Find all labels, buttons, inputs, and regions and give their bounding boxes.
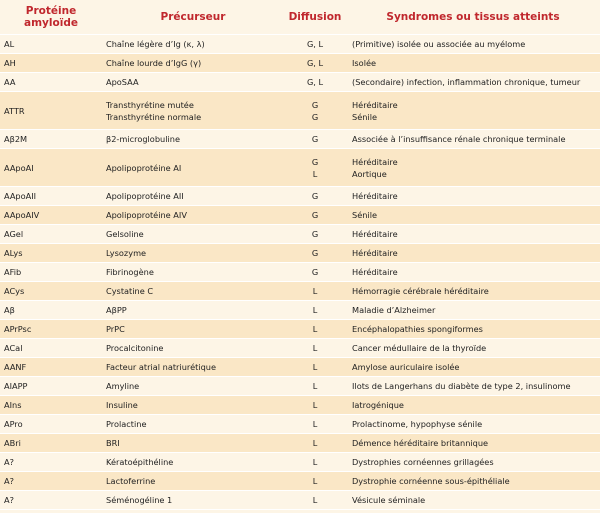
table-row xyxy=(0,339,600,358)
precursor-cell xyxy=(102,415,284,434)
header-syndromes: Syndromes ou tissus atteints xyxy=(346,0,600,35)
table-row xyxy=(0,149,600,187)
precursor-cell xyxy=(102,396,284,415)
diffusion-cell-line: G xyxy=(311,156,319,167)
diffusion-cell-line: G, L xyxy=(306,39,324,49)
syndromes-cell xyxy=(346,54,600,73)
table-body xyxy=(0,35,600,510)
diffusion-cell xyxy=(284,301,346,320)
diffusion-cell xyxy=(284,320,346,339)
diffusion-cell xyxy=(284,396,346,415)
diffusion-cell-line: L xyxy=(312,438,318,448)
table-row xyxy=(0,377,600,396)
syndromes-cell xyxy=(346,92,600,130)
syndromes-cell xyxy=(346,453,600,472)
precursor-cell-line: Apolipoprotéine AI xyxy=(106,162,182,173)
diffusion-cell xyxy=(284,206,346,225)
protein-cell: Aβ2M xyxy=(0,130,102,149)
diffusion-cell xyxy=(284,225,346,244)
precursor-cell-line: ApoSAA xyxy=(106,77,139,87)
syndromes-cell xyxy=(346,415,600,434)
syndromes-cell xyxy=(346,35,600,54)
precursor-cell xyxy=(102,206,284,225)
diffusion-cell-line: L xyxy=(312,400,318,410)
precursor-cell xyxy=(102,187,284,206)
diffusion-cell xyxy=(284,263,346,282)
syndromes-cell-line: Isolée xyxy=(352,58,377,68)
precursor-cell-line: Procalcitonine xyxy=(106,343,164,353)
diffusion-cell xyxy=(284,434,346,453)
table-row xyxy=(0,130,600,149)
syndromes-cell-line: Amylose auriculaire isolée xyxy=(352,362,460,372)
syndromes-cell-line: Sénile xyxy=(352,210,378,220)
precursor-cell xyxy=(102,320,284,339)
diffusion-cell-line: L xyxy=(312,495,318,505)
precursor-cell xyxy=(102,54,284,73)
protein-cell: AH xyxy=(0,54,102,73)
syndromes-cell xyxy=(346,396,600,415)
diffusion-cell-line: L xyxy=(312,168,318,179)
table-row xyxy=(0,73,600,92)
precursor-cell-line: Apolipoprotéine AII xyxy=(106,191,184,201)
syndromes-cell xyxy=(346,225,600,244)
syndromes-cell-line: Héréditaire xyxy=(352,267,398,277)
precursor-cell xyxy=(102,377,284,396)
diffusion-cell-line: L xyxy=(312,476,318,486)
header-diffusion: Diffusion xyxy=(284,0,346,35)
syndromes-cell-line: (Secondaire) infection, inflammation chronique, tumeur xyxy=(352,77,581,87)
protein-cell: ACys xyxy=(0,282,102,301)
diffusion-cell-line: G xyxy=(311,99,319,110)
syndromes-cell xyxy=(346,130,600,149)
protein-cell: Aβ xyxy=(0,301,102,320)
precursor-cell xyxy=(102,339,284,358)
diffusion-cell-line: L xyxy=(312,343,318,353)
table-row xyxy=(0,35,600,54)
table-row xyxy=(0,225,600,244)
protein-cell: AA xyxy=(0,73,102,92)
syndromes-cell xyxy=(346,377,600,396)
syndromes-cell xyxy=(346,320,600,339)
diffusion-cell xyxy=(284,187,346,206)
header-precursor: Précurseur xyxy=(102,0,284,35)
syndromes-cell xyxy=(346,263,600,282)
syndromes-cell-line: Héréditaire xyxy=(352,156,398,167)
diffusion-cell xyxy=(284,472,346,491)
diffusion-cell-line: G xyxy=(311,210,319,220)
syndromes-cell xyxy=(346,206,600,225)
protein-cell: APro xyxy=(0,415,102,434)
table-row xyxy=(0,358,600,377)
diffusion-cell xyxy=(284,358,346,377)
diffusion-cell-line: L xyxy=(312,362,318,372)
protein-cell: APrPsc xyxy=(0,320,102,339)
table-row xyxy=(0,472,600,491)
precursor-cell-line: Chaîne légère d’Ig (κ, λ) xyxy=(106,39,205,49)
precursor-cell xyxy=(102,130,284,149)
syndromes-cell-line: Dystrophies cornéennes grillagées xyxy=(352,457,494,467)
table-row xyxy=(0,206,600,225)
precursor-cell-line: Prolactine xyxy=(106,419,147,429)
diffusion-cell xyxy=(284,339,346,358)
precursor-cell xyxy=(102,244,284,263)
precursor-cell-line: Lysozyme xyxy=(106,248,147,258)
syndromes-cell-line: Démence héréditaire britannique xyxy=(352,438,489,448)
table-row xyxy=(0,54,600,73)
protein-cell: AApoAI xyxy=(0,149,102,187)
protein-cell: AApoAII xyxy=(0,187,102,206)
syndromes-cell-line: (Primitive) isolée ou associée au myélome xyxy=(352,39,526,49)
syndromes-cell-line: Cancer médullaire de la thyroïde xyxy=(352,343,487,353)
table-row xyxy=(0,434,600,453)
protein-cell: AANF xyxy=(0,358,102,377)
precursor-cell-line: Facteur atrial natriurétique xyxy=(106,362,217,372)
syndromes-cell-line: Vésicule séminale xyxy=(352,495,426,505)
table-row xyxy=(0,244,600,263)
diffusion-cell xyxy=(284,377,346,396)
syndromes-cell xyxy=(346,491,600,510)
precursor-cell-line: Lactoferrine xyxy=(106,476,156,486)
protein-cell: AIAPP xyxy=(0,377,102,396)
precursor-cell-line: Insuline xyxy=(106,400,138,410)
table-row xyxy=(0,92,600,130)
precursor-cell-line: Séménogéline 1 xyxy=(106,495,173,505)
precursor-cell xyxy=(102,73,284,92)
header-protein xyxy=(0,0,102,35)
table-row xyxy=(0,491,600,510)
syndromes-cell xyxy=(346,73,600,92)
diffusion-cell-line: L xyxy=(312,324,318,334)
precursor-cell-line: Gelsoline xyxy=(106,229,144,239)
syndromes-cell xyxy=(346,149,600,187)
diffusion-cell xyxy=(284,73,346,92)
precursor-cell xyxy=(102,225,284,244)
diffusion-cell-line: L xyxy=(312,419,318,429)
table-row xyxy=(0,301,600,320)
table-row xyxy=(0,187,600,206)
syndromes-cell xyxy=(346,339,600,358)
protein-cell: ATTR xyxy=(0,92,102,130)
diffusion-cell xyxy=(284,491,346,510)
syndromes-cell-line: Iatrogénique xyxy=(352,400,404,410)
precursor-cell-line: PrPC xyxy=(106,324,125,334)
table-row xyxy=(0,263,600,282)
precursor-cell xyxy=(102,453,284,472)
protein-cell: ACal xyxy=(0,339,102,358)
syndromes-cell-line: Hémorragie cérébrale héréditaire xyxy=(352,286,489,296)
syndromes-cell-line: Aortique xyxy=(352,168,387,179)
syndromes-cell xyxy=(346,434,600,453)
syndromes-cell-line: Héréditaire xyxy=(352,248,398,258)
diffusion-cell xyxy=(284,282,346,301)
precursor-cell xyxy=(102,472,284,491)
precursor-cell-line: Fibrinogène xyxy=(106,267,154,277)
table-row xyxy=(0,396,600,415)
syndromes-cell-line: Maladie d’Alzheimer xyxy=(352,305,436,315)
diffusion-cell xyxy=(284,244,346,263)
diffusion-cell-line: G xyxy=(311,134,319,144)
diffusion-cell-line: L xyxy=(312,457,318,467)
precursor-cell xyxy=(102,263,284,282)
diffusion-cell-line: G xyxy=(311,191,319,201)
table-row xyxy=(0,453,600,472)
diffusion-cell-line: G, L xyxy=(306,58,324,68)
syndromes-cell xyxy=(346,472,600,491)
table-row xyxy=(0,415,600,434)
precursor-cell xyxy=(102,35,284,54)
diffusion-cell-line: G xyxy=(311,229,319,239)
syndromes-cell xyxy=(346,358,600,377)
syndromes-cell-line: Sénile xyxy=(352,111,378,122)
precursor-cell-line: Chaîne lourde d’IgG (γ) xyxy=(106,58,202,68)
header-protein-line1: Protéine xyxy=(25,5,77,17)
precursor-cell-line: Amyline xyxy=(106,381,140,391)
diffusion-cell-line: L xyxy=(312,381,318,391)
diffusion-cell xyxy=(284,54,346,73)
precursor-cell-line: Transthyrétine normale xyxy=(106,111,202,122)
precursor-cell-line: β2-microglobuline xyxy=(106,134,180,144)
protein-cell: AIns xyxy=(0,396,102,415)
syndromes-cell-line: Héréditaire xyxy=(352,191,398,201)
syndromes-cell xyxy=(346,187,600,206)
syndromes-cell-line: Ilots de Langerhans du diabète de type 2, insulinome xyxy=(352,381,571,391)
protein-cell: ALys xyxy=(0,244,102,263)
diffusion-cell-line: G, L xyxy=(306,77,324,87)
table-row xyxy=(0,282,600,301)
precursor-cell xyxy=(102,434,284,453)
protein-cell: AFib xyxy=(0,263,102,282)
precursor-cell-line: Kératoépithéline xyxy=(106,457,174,467)
table-row xyxy=(0,320,600,339)
precursor-cell xyxy=(102,149,284,187)
syndromes-cell-line: Dystrophie cornéenne sous-épithéliale xyxy=(352,476,510,486)
diffusion-cell xyxy=(284,415,346,434)
syndromes-cell-line: Héréditaire xyxy=(352,99,398,110)
protein-cell: A? xyxy=(0,453,102,472)
diffusion-cell-line: G xyxy=(311,248,319,258)
protein-cell: AGel xyxy=(0,225,102,244)
diffusion-cell-line: G xyxy=(311,111,319,122)
syndromes-cell-line: Héréditaire xyxy=(352,229,398,239)
precursor-cell-line: Apolipoprotéine AIV xyxy=(106,210,187,220)
precursor-cell-line: Transthyrétine mutée xyxy=(106,99,194,110)
diffusion-cell xyxy=(284,149,346,187)
syndromes-cell-line: Prolactinome, hypophyse sénile xyxy=(352,419,483,429)
precursor-cell-line: Cystatine C xyxy=(106,286,154,296)
protein-cell: AApoAIV xyxy=(0,206,102,225)
diffusion-cell xyxy=(284,453,346,472)
precursor-cell xyxy=(102,282,284,301)
protein-cell: ABri xyxy=(0,434,102,453)
header-protein-line2: amyloïde xyxy=(24,17,78,29)
syndromes-cell xyxy=(346,244,600,263)
syndromes-cell xyxy=(346,282,600,301)
precursor-cell xyxy=(102,301,284,320)
diffusion-cell-line: L xyxy=(312,305,318,315)
protein-cell: A? xyxy=(0,491,102,510)
syndromes-cell-line: Associée à l’insuffisance rénale chronique terminale xyxy=(352,134,566,144)
syndromes-cell xyxy=(346,301,600,320)
header-row xyxy=(0,0,600,35)
protein-cell: A? xyxy=(0,472,102,491)
syndromes-cell-line: Encéphalopathies spongiformes xyxy=(352,324,483,334)
precursor-cell xyxy=(102,358,284,377)
diffusion-cell xyxy=(284,92,346,130)
protein-cell: AL xyxy=(0,35,102,54)
precursor-cell-line: BRI xyxy=(106,438,120,448)
precursor-cell xyxy=(102,491,284,510)
precursor-cell-line: AβPP xyxy=(106,305,127,315)
diffusion-cell-line: L xyxy=(312,286,318,296)
diffusion-cell xyxy=(284,35,346,54)
diffusion-cell xyxy=(284,130,346,149)
precursor-cell xyxy=(102,92,284,130)
diffusion-cell-line: G xyxy=(311,267,319,277)
